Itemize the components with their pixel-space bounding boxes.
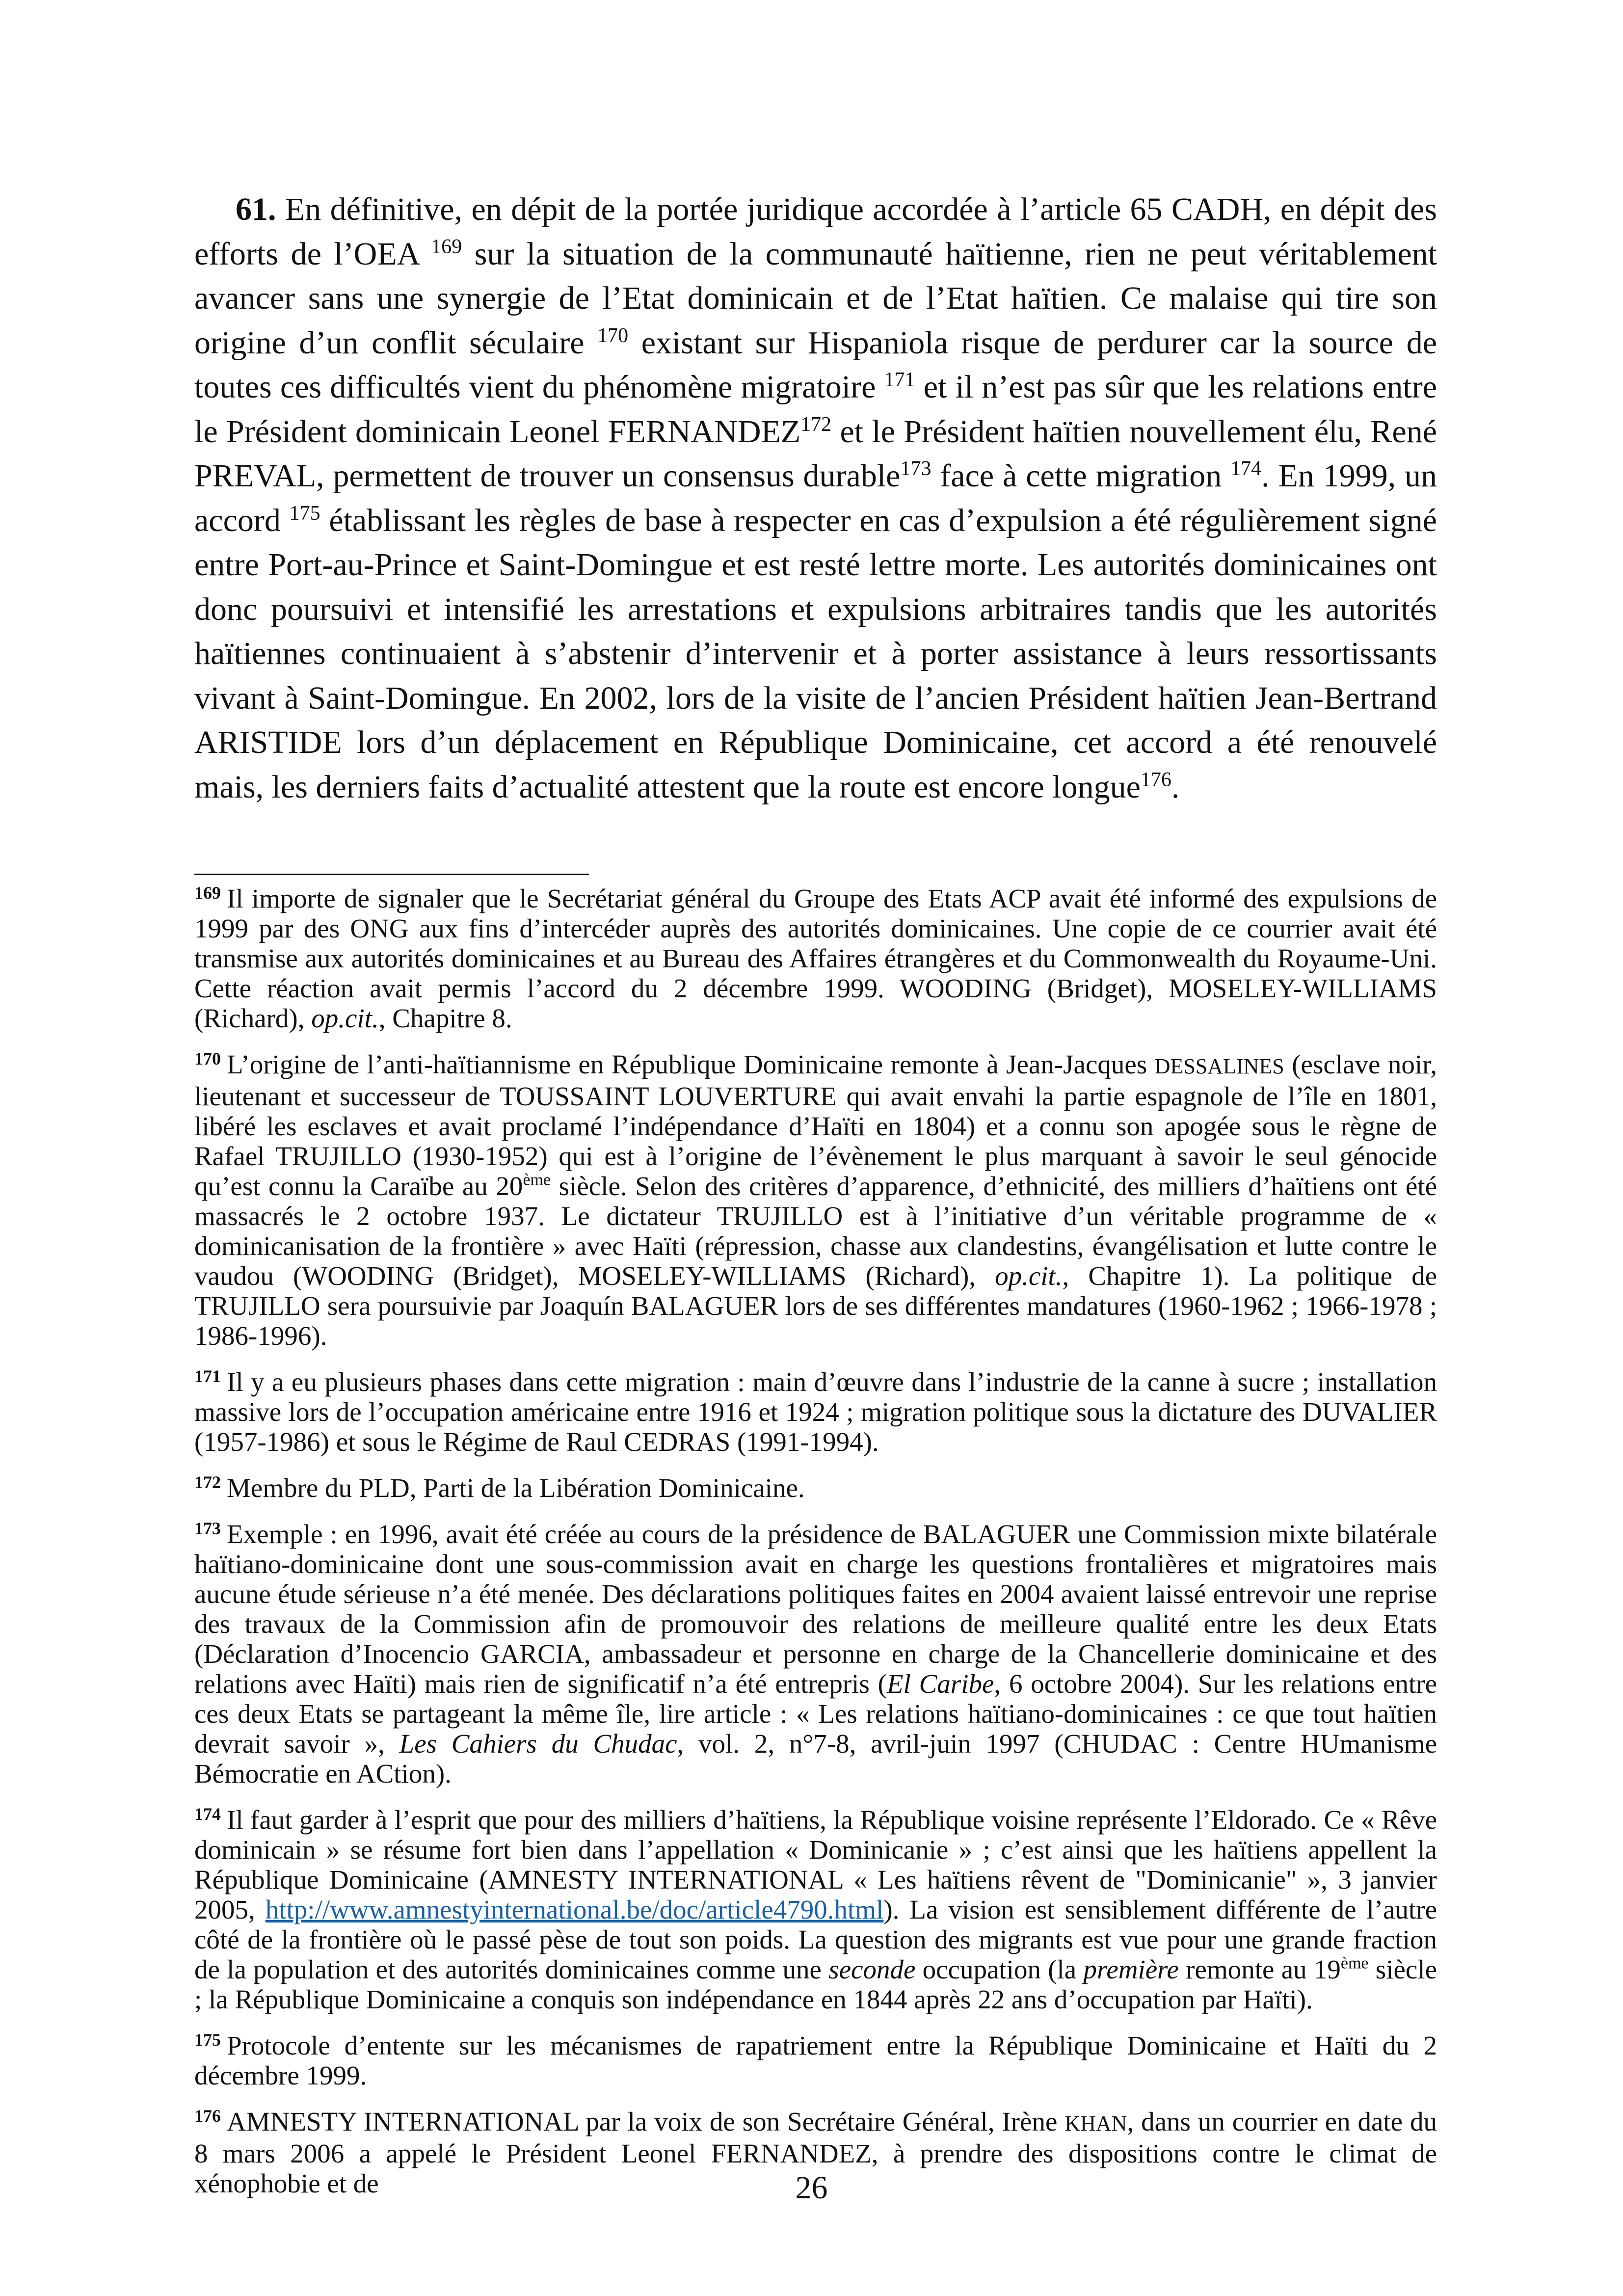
footnote	[194, 1473, 1437, 1503]
text-run: siècle. Selon des critères d’apparence, d’ethnicité, des milliers d’haïtiens ont été massacrés le 2 octobre 1937. Le dictateur TRUJILLO est à l’initiative d’un véritable programme de « dominicanisation de la frontière » avec Haïti (répression, chasse aux clandestins, évangélisation et lutte contre le vaudou (WOODING (Bridget), MOSELEY-WILLIAMS (Richard),	[194, 1171, 1437, 1291]
footnote-reference: 174	[1230, 457, 1262, 480]
text-run: .	[1171, 769, 1180, 805]
text-run: occupation (la	[915, 1954, 1084, 1984]
footnote	[194, 1049, 1437, 1351]
text-run: seconde	[828, 1954, 916, 1984]
footnote-reference: ème	[523, 1171, 551, 1189]
footnote-number: 174	[194, 1804, 221, 1824]
text-run: ). La vision est sensiblement différente de l’autre côté de la frontière où le passé pèse de tout son poids. La question des migrants est vue pour une grande fraction de la population et des autorités dominicaines comme une	[194, 1895, 1437, 1984]
text-run: , Chapitre 1). La politique de TRUJILLO sera poursuivie par Joaquín BALAGUER lors de ses différentes mandatures (1960-1962 ; 1966-1978 ; 1986-1996).	[194, 1261, 1437, 1351]
footnote-reference: ème	[1340, 1954, 1369, 1973]
text-run: , 6 octobre 2004). Sur les relations entre ces deux Etats se partageant la même île, lire article : « Les relations haïtiano-dominicaines : ce que tout haïtien devrait savoir »,	[194, 1669, 1437, 1759]
footnote-reference: 175	[289, 502, 320, 525]
page-number: 26	[795, 2170, 828, 2206]
text-run: première	[1083, 1954, 1179, 1984]
text-run: (esclave noir, lieutenant et successeur de TOUSSAINT LOUVERTURE qui avait envahi la partie espagnole de l’île en 1801, libéré les esclaves et avait proclamé l’indépendance d’Haïti en 1804) et a connu son apogée sous le règne de Rafael TRUJILLO (1930-1952) qui est à l’origine de l’évènement le plus marquant à savoir le seul génocide qu’est connu la Caraïbe au 20	[194, 1049, 1437, 1201]
footnote-number: 176	[194, 2106, 221, 2126]
text-run: Il importe de signaler que le Secrétariat général du Groupe des Etats ACP avait été informé des expulsions de 1999 par des ONG aux fins d’intercéder auprès des autorités dominicaines. Une copie de ce courrier avait été transmise aux autorités dominicaines et au Bureau des Affaires étrangères et du Commonwealth du Royaume-Uni. Cette réaction avait permis l’accord du 2 décembre 1999. WOODING (Bridget), MOSELEY-WILLIAMS (Richard),	[194, 883, 1437, 1033]
text-run: établissant les règles de base à respecter en cas d’expulsion a été régulièrement signé entre Port-au-Prince et Saint-Domingue et est resté lettre morte. Les autorités dominicaines ont donc poursuivi et intensifié les arrestations et expulsions arbitraires tandis que les autorités haïtiennes continuaient à s’abstenir d’intervenir et à porter assistance à leurs ressortissants vivant à Saint-Domingue. En 2002, lors de la visite de l’ancien Président haïtien Jean-Bertrand ARISTIDE lors d’un déplacement en République Dominicaine, cet accord a été renouvelé mais, les derniers faits d’actualité attestent que la route est encore longue	[194, 502, 1437, 805]
text-run: existant sur Hispaniola risque de perdurer car la source de toutes ces difficultés vient du phénomène migratoire	[194, 324, 1437, 405]
footnote	[194, 2030, 1437, 2090]
text-run: Les Cahiers du Chudac	[399, 1729, 677, 1759]
text-run: face à cette migration	[931, 458, 1231, 494]
footnotes	[194, 883, 1437, 2215]
text-run: DESSALINES	[1154, 1054, 1284, 1078]
footnote	[194, 1519, 1437, 1789]
footnote-number: 171	[194, 1366, 221, 1386]
text-run: , vol. 2, n°7-8, avril-juin 1997 (CHUDAC : Centre HUmanisme Bémocratie en ACtion).	[194, 1729, 1437, 1789]
footnote-number: 172	[194, 1472, 221, 1492]
text-run: . En 1999, un accord	[194, 458, 1437, 538]
footnote-number: 170	[194, 1049, 221, 1068]
text-run: El Caribe	[886, 1669, 994, 1699]
text-run: 61.	[236, 191, 276, 227]
footnote	[194, 1367, 1437, 1457]
text-run: , dans un courrier en date du 8 mars 2006 a appelé le Président Leonel FERNANDEZ, à prendre des dispositions contre le climat de xénophobie et de	[194, 2107, 1437, 2198]
url-link[interactable]: http://www.amnestyinternational.be/doc/article4790.html	[265, 1895, 884, 1924]
footnote-reference: 170	[597, 324, 629, 347]
text-run: Il y a eu plusieurs phases dans cette migration : main d’œuvre dans l’industrie de la canne à sucre ; installation massive lors de l’occupation américaine entre 1916 et 1924 ; migration politique sous la dictature des DUVALIER (1957-1986) et sous le Régime de Raul CEDRAS (1991-1994).	[194, 1367, 1437, 1457]
text-run: et le Président haïtien nouvellement élu, René PREVAL, permettent de trouver un consensus durable	[194, 413, 1437, 494]
text-run: En définitive, en dépit de la portée juridique accordée à l’article 65 CADH, en dépit des efforts de l’OEA	[194, 191, 1437, 272]
text-run: op.cit.	[311, 1003, 379, 1033]
footnote-reference: 176	[1140, 768, 1171, 791]
text-run: L’origine de l’anti-haïtiannisme en République Dominicaine remonte à Jean-Jacques	[227, 1049, 1155, 1079]
main-paragraph	[194, 187, 1437, 809]
footnote-number: 175	[194, 2030, 221, 2050]
text-run: Il faut garder à l’esprit que pour des milliers d’haïtiens, la République voisine représente l’Eldorado. Ce « Rêve dominicain » se résume fort bien dans l’appellation « Dominicanie » ; c’est ainsi que les haïtiens appellent la République Dominicaine (AMNESTY INTERNATIONAL « Les haïtiens rêvent de "Dominicanie" », 3 janvier 2005,	[194, 1805, 1437, 1924]
text-run: op.cit.	[995, 1261, 1063, 1291]
footnote-reference: 169	[431, 235, 462, 258]
footnote	[194, 883, 1437, 1033]
text-run: sur la situation de la communauté haïtienne, rien ne peut véritablement avancer sans une synergie de l’Etat dominicain et de l’Etat haïtien. Ce malaise qui tire son origine d’un conflit séculaire	[194, 236, 1437, 361]
text-run: AMNESTY INTERNATIONAL par la voix de son Secrétaire Général, Irène	[227, 2107, 1065, 2136]
footnote-reference: 172	[800, 413, 832, 436]
text-run: Exemple : en 1996, avait été créée au cours de la présidence de BALAGUER une Commission mixte bilatérale haïtiano-dominicaine dont une sous-commission avait en charge les questions frontalières et migratoires mais aucune étude sérieuse n’a été menée. Des déclarations politiques faites en 2004 avaient laissé entrevoir une reprise des travaux de la Commission afin de promouvoir des relations de meilleure qualité entre les deux Etats (Déclaration d’Inocencio GARCIA, ambassadeur et personne en charge de la Chancellerie dominicaine et des relations avec Haïti) mais rien de significatif n’a été entrepris (	[194, 1519, 1437, 1699]
footnote	[194, 1805, 1437, 2014]
text-run: , Chapitre 8.	[378, 1003, 512, 1033]
footnote-reference: 173	[900, 457, 931, 480]
footnote-number: 169	[194, 883, 221, 903]
text-run: et il n’est pas sûr que les relations entre le Président dominicain Leonel FERNANDEZ	[194, 369, 1437, 450]
text-run: Membre du PLD, Parti de la Libération Dominicaine.	[227, 1473, 805, 1503]
text-run: remonte au 19	[1178, 1954, 1341, 1984]
text-run: KHAN	[1064, 2111, 1127, 2136]
footnote-reference: 171	[884, 368, 915, 391]
footnote-number: 173	[194, 1519, 221, 1538]
footnote-separator	[194, 874, 589, 875]
text-run: Protocole d’entente sur les mécanismes de rapatriement entre la République Dominicaine et Haïti du 2 décembre 1999.	[194, 2030, 1437, 2090]
text-run: siècle ; la République Dominicaine a conquis son indépendance en 1844 après 22 ans d’occupation par Haïti).	[194, 1954, 1437, 2014]
